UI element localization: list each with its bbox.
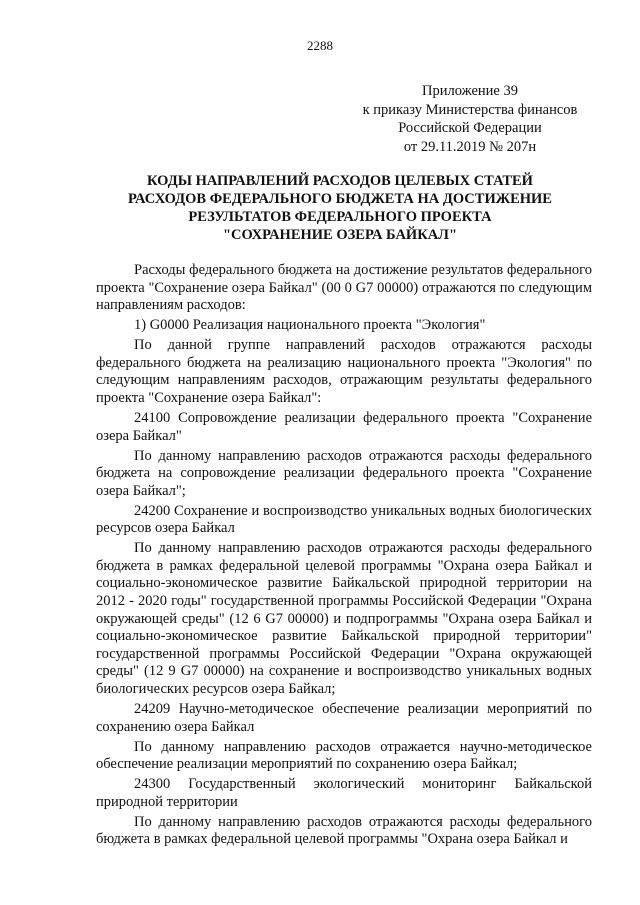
paragraph: 24100 Сопровождение реализации федерального проекта "Сохранение озера Байкал"	[96, 409, 592, 444]
paragraph: Расходы федерального бюджета на достижение результатов федерального проекта "Сохранение озера Байкал" (00 0 G7 00000) отражаются по следующим направлениям расходов:	[96, 262, 592, 314]
title-line: КОДЫ НАПРАВЛЕНИЙ РАСХОДОВ ЦЕЛЕВЫХ СТАТЕЙ	[147, 173, 533, 189]
paragraph: 24300 Государственный экологический мониторинг Байкальской природной территории	[96, 776, 592, 810]
document-body	[96, 262, 592, 851]
appendix-line: Российской Федерации	[398, 120, 542, 136]
paragraph: По данному направлению расходов отражаются расходы федерального бюджета в рамках федеральной целевой программы "Охрана озера Байкал и социально-экономическое развитие Байкальской природной территории на 2012 - 2020 годы" государственной программы Российской Федерации "Охрана окружающей среды" (12 6 G7 00000) и подпрограммы "Охрана озера Байкал и социально-экономическое развитие Байкальской природной территории" государственной программы Российской Федерации "Охрана окружающей среды" (12 9 G7 00000) на сохранение и воспроизводство уникальных водных биологических ресурсов озера Байкал;	[96, 540, 592, 697]
title-line: "СОХРАНЕНИЕ ОЗЕРА БАЙКАЛ"	[222, 227, 458, 243]
paragraph: 1) G0000 Реализация национального проекта "Экология"	[134, 317, 486, 334]
appendix-header	[345, 82, 595, 156]
title-line: РАСХОДОВ ФЕДЕРАЛЬНОГО БЮДЖЕТА НА ДОСТИЖЕНИЕ	[128, 191, 552, 207]
appendix-line: Приложение 39	[422, 83, 518, 99]
paragraph: 24209 Научно-методическое обеспечение реализации мероприятий по сохранению озера Байкал	[96, 700, 592, 735]
paragraph: По данному направлению расходов отражаются расходы федерального бюджета в рамках федеральной целевой программы "Охрана озера Байкал и	[96, 813, 592, 848]
appendix-line: к приказу Министерства финансов	[362, 101, 578, 118]
page-number: 2288	[307, 38, 333, 53]
title-line: РЕЗУЛЬТАТОВ ФЕДЕРАЛЬНОГО ПРОЕКТА	[188, 209, 492, 225]
paragraph: 24200 Сохранение и воспроизводство уникальных водных биологических ресурсов озера Байкал	[96, 502, 592, 537]
appendix-line: от 29.11.2019 № 207н	[403, 138, 537, 155]
paragraph: По данной группе направлений расходов отражаются расходы федерального бюджета на реализацию национального проекта "Экология" по следующим направлениям расходов, отражающим результаты федерального проекта "Сохранение озера Байкал":	[96, 337, 592, 406]
paragraph: По данному направлению расходов отражается научно-методическое обеспечение реализации мероприятий по сохранению озера Байкал;	[96, 738, 592, 773]
document-title	[60, 172, 620, 244]
paragraph: По данному направлению расходов отражаются расходы федерального бюджета на сопровождение реализации федерального проекта "Сохранение озера Байкал";	[96, 447, 592, 499]
